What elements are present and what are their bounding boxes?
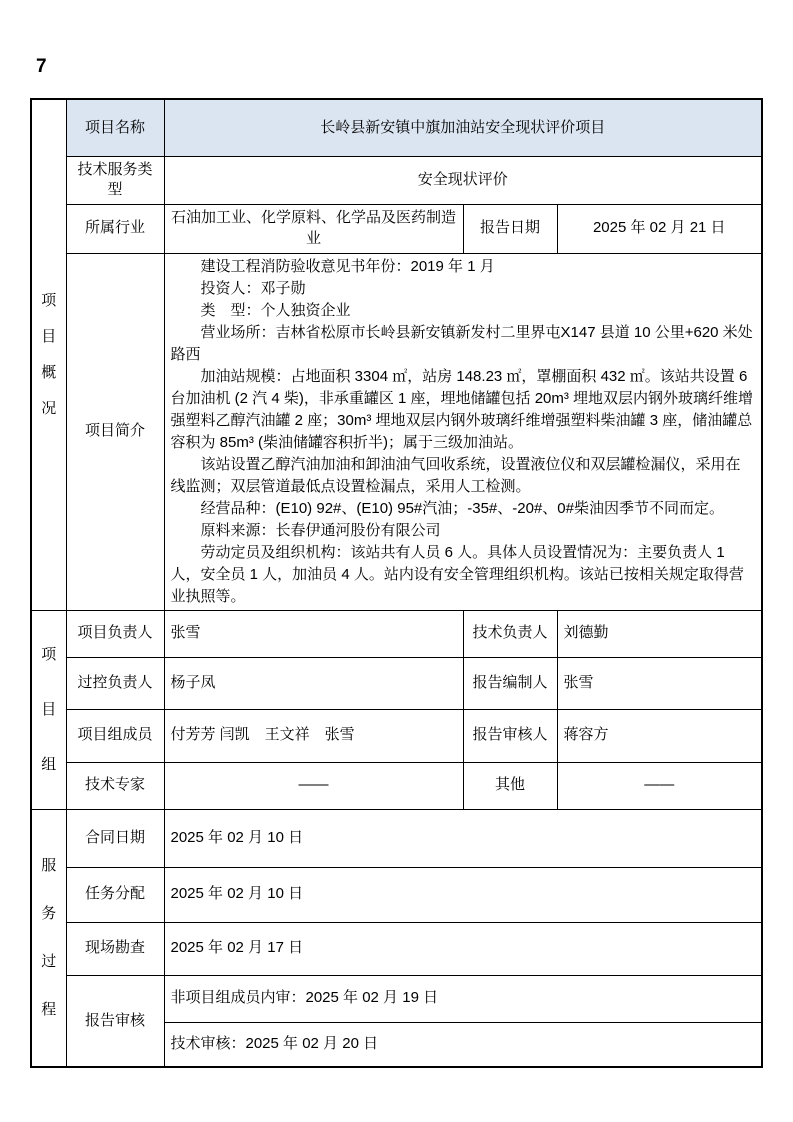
team-members-value: 付芳芳 闫凯 王文祥 张雪 [164,709,463,762]
summary-paragraph: 营业场所：吉林省松原市长岭县新安镇新发村二里界屯X147 县道 10 公里+620 米处路西 [170,323,753,363]
site-survey-label: 现场勘查 [66,922,164,975]
tech-expert-label: 技术专家 [66,762,164,809]
industry-value: 石油加工业、化学原料、化学品及医药制造业 [164,204,463,253]
project-leader-label: 项目负责人 [66,610,164,657]
tech-leader-value: 刘德勤 [557,610,762,657]
project-name-label: 项目名称 [66,99,164,156]
service-type-value: 安全现状评价 [164,156,762,204]
team-members-label: 项目组成员 [66,709,164,762]
overview-vertical-label: 项目概况 [41,291,57,417]
summary-paragraph: 劳动定员及组织机构：该站共有人员 6 人。具体人员设置情况为：主要负责人 1 人，安全员 1 人，加油员 4 人。站内设有安全管理组织机构。该站已按相关规定取得营业执照等。 [170,543,744,605]
tech-expert-value: —— [164,762,463,809]
section-label-team [31,610,66,809]
section-label-overview [31,99,66,610]
tech-review-value: 技术审核：2025 年 02 月 20 日 [164,1022,762,1067]
project-info-table [30,98,763,1068]
report-date-label: 报告日期 [463,204,557,253]
contract-date-label: 合同日期 [66,809,164,867]
summary-label: 项目简介 [66,253,164,610]
summary-paragraph: 类 型：个人独资企业 [200,301,351,319]
summary-paragraph: 该站设置乙醇汽油加油和卸油油气回收系统，设置液位仪和双层罐检漏仪，采用在线监测；双层管道最低点设置检漏点，采用人工检测。 [170,455,741,495]
other-value: —— [557,762,762,809]
project-leader-value: 张雪 [164,610,463,657]
report-writer-value: 张雪 [557,657,762,709]
process-control-label: 过控负责人 [66,657,164,709]
summary-paragraph: 经营品种：(E10) 92#、(E10) 95#汽油；-35#、-20#、0#柴油因季节不同而定。 [200,499,724,517]
other-label: 其他 [463,762,557,809]
summary-paragraph: 投资人：邓子勋 [200,279,306,297]
project-name-value: 长岭县新安镇中旗加油站安全现状评价项目 [164,99,762,156]
report-date-value: 2025 年 02 月 21 日 [557,204,762,253]
task-assignment-label: 任务分配 [66,867,164,922]
summary-paragraph: 加油站规模：占地面积 3304 ㎡，站房 148.23 ㎡，罩棚面积 432 ㎡。该站共设置 6 台加油机 (2 汽 4 柴)，非承重罐区 1 座，埋地储罐包括 20m³ 埋地双层内钢外玻璃纤维增强塑料乙醇汽油罐 2 座；30m³ 埋地双层内钢外玻璃纤维增强塑料柴油罐 3 座，储油罐总容积为 85m³ (柴油储罐容积折半)；属于三级加油站。 [170,367,754,451]
team-vertical-label: 项目组 [41,646,57,773]
summary-paragraph: 建设工程消防验收意见书年份：2019 年 1 月 [200,257,495,275]
internal-review-value: 非项目组成员内审：2025 年 02 月 19 日 [164,975,762,1022]
process-vertical-label: 服务过程 [41,856,57,1018]
report-reviewer-label: 报告审核人 [463,709,557,762]
summary-paragraph: 原料来源：长春伊通河股份有限公司 [200,521,441,539]
tech-leader-label: 技术负责人 [463,610,557,657]
section-label-process [31,809,66,1067]
site-survey-value: 2025 年 02 月 17 日 [164,922,762,975]
summary-text [164,253,762,610]
industry-label: 所属行业 [66,204,164,253]
report-reviewer-value: 蒋容方 [557,709,762,762]
report-review-label: 报告审核 [66,975,164,1067]
service-type-label: 技术服务类型 [66,156,164,204]
process-control-value: 杨子凤 [164,657,463,709]
page-number: 7 [36,56,47,77]
report-writer-label: 报告编制人 [463,657,557,709]
task-assignment-value: 2025 年 02 月 10 日 [164,867,762,922]
contract-date-value: 2025 年 02 月 10 日 [164,809,762,867]
